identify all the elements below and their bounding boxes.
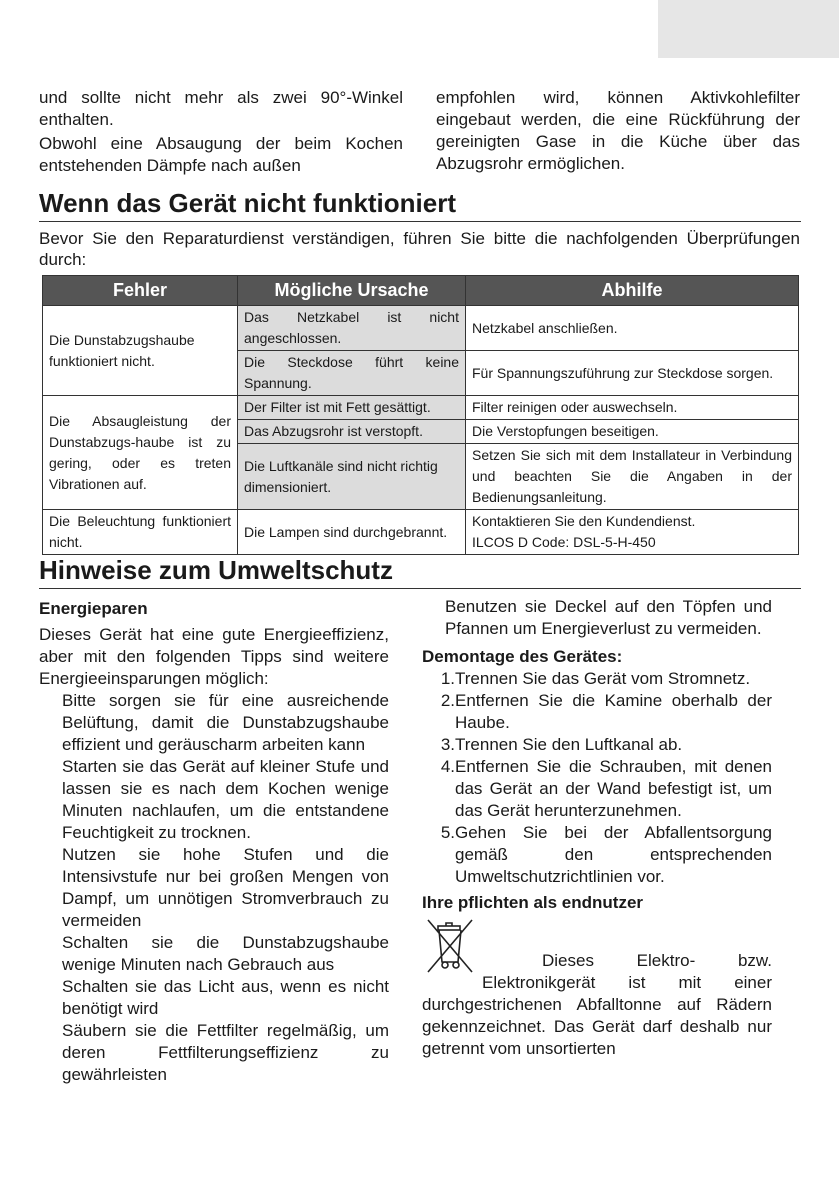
troubleshooting-intro: Bevor Sie den Reparaturdienst verständigen, führen Sie bitte die nachfolgenden Überprüfungen durch: [39, 229, 800, 269]
step-text: Trennen Sie den Luftkanal ab. [455, 735, 683, 754]
remedy-cell: Filter reinigen oder auswechseln. [466, 396, 799, 420]
section-title-troubleshooting: Wenn das Gerät nicht funktioniert [39, 187, 801, 222]
remedy-cell [466, 510, 799, 555]
troubleshooting-table [42, 275, 799, 555]
tip-item: Nutzen sie hohe Stufen und die Intensivstufe nur bei großen Mengen von Dampf, um unnötigen Stromverbrauch zu vermeiden [62, 845, 389, 930]
energy-intro: Dieses Gerät hat eine gute Energieeffizienz, aber mit den folgenden Tipps sind weitere Energieeinsparungen möglich: [39, 625, 389, 688]
crossed-out-wheelie-bin-icon [424, 918, 476, 974]
dismantle-steps [422, 668, 772, 888]
top-right-column [436, 87, 800, 175]
remedy-line: Kontaktieren Sie den Kundendienst. [472, 513, 696, 529]
tip-item: Starten sie das Gerät auf kleiner Stufe und lassen sie es nach dem Kochen wenige Minuten nachlaufen, um die entstandene Feuchtigkeit zu trocknen. [62, 757, 389, 842]
tip-item: Schalten sie die Dunstabzugshaube wenige Minuten nach Gebrauch aus [62, 933, 389, 974]
tip-item: Benutzen sie Deckel auf den Töpfen und Pfannen um Energieverlust zu vermeiden. [445, 597, 772, 638]
fault-cell: Die Beleuchtung funktioniert nicht. [43, 510, 238, 555]
step-number: 4. [440, 757, 455, 776]
remedy-cell: Netzkabel anschließen. [466, 306, 799, 351]
fault-cell: Die Absaugleistung der Dunstabzugs-haube ist zu gering, oder es treten Vibrationen auf. [43, 396, 238, 510]
ilcos-code: ILCOS D Code: DSL-5-H-450 [472, 534, 656, 550]
list-item [422, 756, 772, 822]
remedy-cell: Für Spannungszuführung zur Steckdose sorgen. [466, 351, 799, 396]
step-number: 2. [440, 691, 455, 710]
cause-cell: Die Luftkanäle sind nicht richtig dimensioniert. [238, 444, 466, 510]
right-column [422, 596, 772, 1060]
list-item [422, 822, 772, 888]
fault-cell: Die Dunstabzugshaube funktioniert nicht. [43, 306, 238, 396]
duties-block [422, 916, 772, 1060]
tip-item: Schalten sie das Licht aus, wenn es nicht benötigt wird [62, 977, 389, 1018]
list-item [422, 668, 772, 690]
cause-cell: Der Filter ist mit Fett gesättigt. [238, 396, 466, 420]
cause-cell: Die Lampen sind durchgebrannt. [238, 510, 466, 555]
step-text: Trennen Sie das Gerät vom Stromnetz. [455, 669, 751, 688]
dismantle-heading: Demontage des Gerätes: [422, 647, 623, 666]
tip-item: Säubern sie die Fettfilter regelmäßig, um deren Fettfilterungseffizienz zu gewährleisten [62, 1021, 389, 1084]
list-item [422, 734, 772, 756]
table-row [43, 306, 799, 351]
list-item [422, 690, 772, 734]
top-left-column [39, 87, 403, 177]
header-remedy: Abhilfe [466, 276, 799, 306]
tip-item: Bitte sorgen sie für eine ausreichende Belüftung, damit die Dunstabzugshaube effizient und geräuscharm arbeiten kann [62, 691, 389, 754]
step-number: 1. [440, 669, 455, 688]
cause-cell: Die Steckdose führt keine Spannung. [238, 351, 466, 396]
cause-cell: Das Abzugsrohr ist verstopft. [238, 420, 466, 444]
remedy-cell: Setzen Sie sich mit dem Installateur in Verbindung und beachten Sie die Angaben in der Bedienungsanleitung. [466, 444, 799, 510]
step-number: 5. [440, 823, 455, 842]
table-row [43, 396, 799, 420]
energy-heading: Energieparen [39, 599, 148, 618]
top-right-paragraph: empfohlen wird, können Aktivkohlefilter eingebaut werden, die eine Rückführung der gereinigten Gase in die Küche über das Abzugsrohr ermöglichen. [436, 88, 800, 173]
table-row [43, 510, 799, 555]
table-header-row [43, 276, 799, 306]
header-cause: Mögliche Ursache [238, 276, 466, 306]
section-title-environment: Hinweise zum Umweltschutz [39, 554, 801, 589]
step-text: Gehen Sie bei der Abfallentsorgung gemäß den entsprechenden Umweltschutzrichtlinien vor. [455, 823, 772, 886]
cause-cell: Das Netzkabel ist nicht angeschlossen. [238, 306, 466, 351]
top-left-paragraph-2: Obwohl eine Absaugung der beim Kochen entstehenden Dämpfe nach außen [39, 134, 403, 175]
remedy-cell: Die Verstopfungen beseitigen. [466, 420, 799, 444]
step-number: 3. [440, 735, 455, 754]
energy-column [39, 598, 389, 1086]
top-left-paragraph-1: und sollte nicht mehr als zwei 90°-Winkel enthalten. [39, 88, 403, 129]
step-text: Entfernen Sie die Schrauben, mit denen das Gerät an der Wand befestigt ist, um das Gerät herunterzunehmen. [455, 757, 772, 820]
page-tab-marker [658, 0, 839, 58]
duties-text: Dieses Elektro- bzw. Elektronikgerät ist mit einer durchgestrichenen Abfalltonne auf Rädern gekennzeichnet. Das Gerät darf deshalb nur getrennt vom unsortierten [422, 951, 772, 1058]
step-text: Entfernen Sie die Kamine oberhalb der Haube. [455, 691, 772, 732]
header-fault: Fehler [43, 276, 238, 306]
duties-heading: Ihre pflichten als endnutzer [422, 893, 644, 912]
